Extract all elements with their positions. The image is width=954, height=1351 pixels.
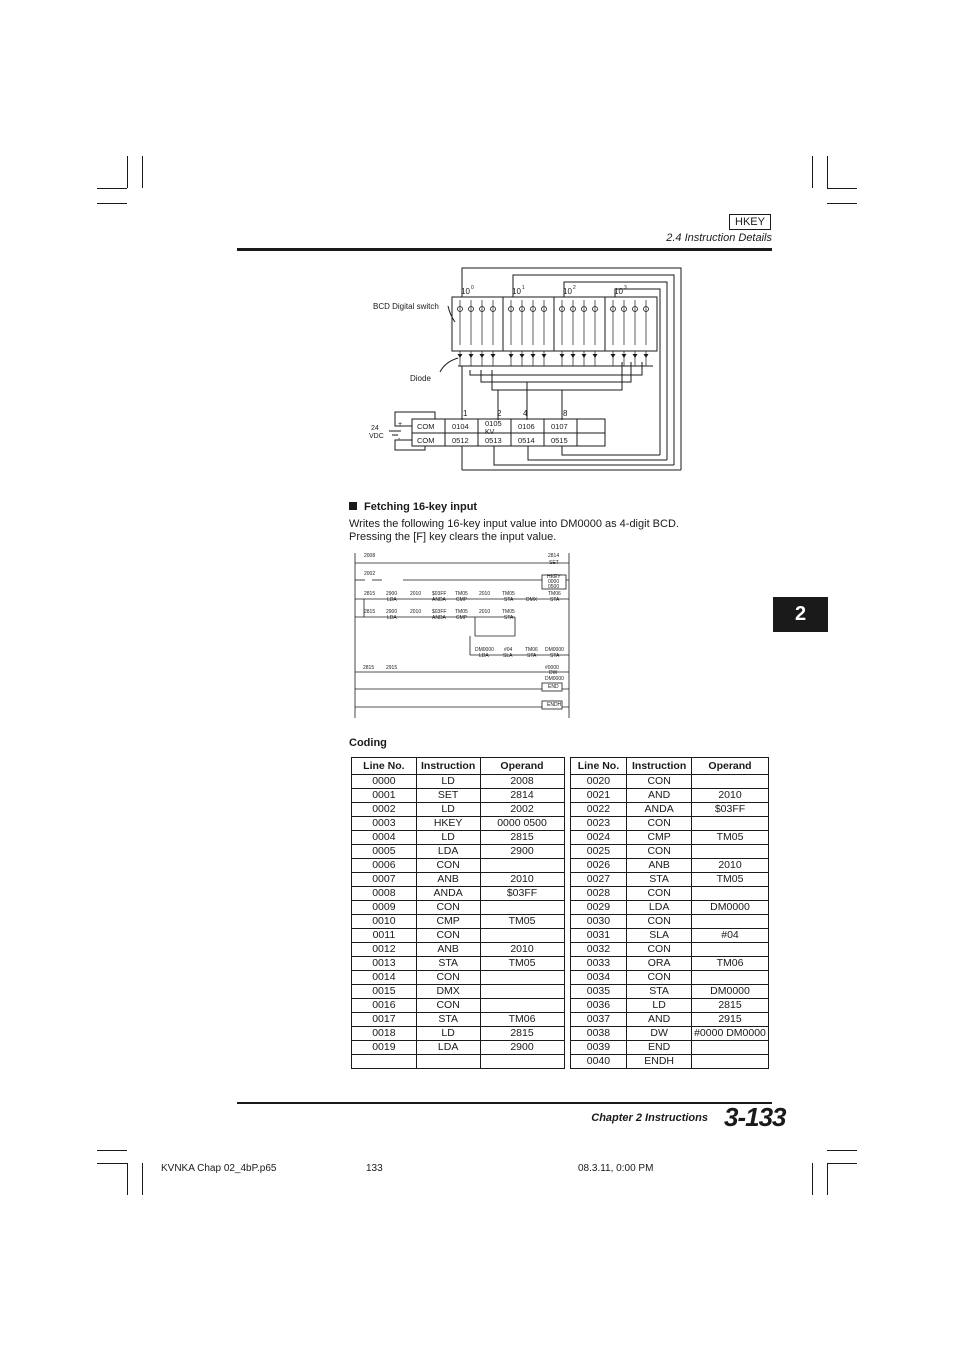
ladder-label: 2010	[410, 609, 422, 615]
table-cell: 0033	[570, 957, 627, 971]
table-cell: ANB	[627, 859, 692, 873]
table-row	[352, 789, 769, 803]
ladder-label: 2815	[363, 665, 375, 671]
table-cell: CON	[416, 929, 480, 943]
table-cell: 0003	[352, 817, 417, 831]
table-cell	[692, 971, 769, 985]
ladder-label: TM06	[525, 647, 538, 653]
page-number: 3-133	[724, 1102, 786, 1132]
table-cell: ANDA	[627, 803, 692, 817]
switch-label: BCD Digital switch	[373, 302, 439, 311]
table-cell: DM0000	[692, 985, 769, 999]
ladder-label: ENDH	[547, 702, 562, 708]
terminal: 0515	[551, 436, 568, 445]
slug-date: 08.3.11, 0:00 PM	[578, 1163, 654, 1174]
ladder-label: TM05	[502, 609, 515, 615]
digit-exp: 0	[471, 285, 474, 291]
table-row	[352, 775, 769, 789]
table-cell: 2010	[480, 943, 564, 957]
table-row	[352, 915, 769, 929]
terminal: 0513	[485, 436, 502, 445]
crop-mark	[97, 203, 127, 204]
crop-mark	[827, 203, 857, 204]
digit-label: 10	[614, 287, 623, 296]
table-cell: 0004	[352, 831, 417, 845]
kv-label: KV	[485, 429, 495, 436]
table-cell: AND	[627, 789, 692, 803]
table-cell: 0000 0500	[480, 817, 564, 831]
ladder-label: ANDA	[432, 597, 446, 603]
table-cell: DW	[627, 1027, 692, 1041]
table-cell	[692, 887, 769, 901]
table-cell: CON	[627, 887, 692, 901]
ladder-label: DM0000	[545, 647, 564, 653]
terminal: 0514	[518, 436, 535, 445]
table-cell: CON	[416, 999, 480, 1013]
table-cell: STA	[627, 873, 692, 887]
ladder-label: END	[548, 684, 559, 690]
table-cell: 0001	[352, 789, 417, 803]
table-cell	[416, 1055, 480, 1069]
table-cell: TM05	[692, 831, 769, 845]
ladder-label: DMX	[526, 597, 538, 603]
table-cell: SLA	[627, 929, 692, 943]
ladder-label: STA	[550, 653, 560, 659]
table-cell	[352, 1055, 417, 1069]
table-cell	[692, 845, 769, 859]
table-cell: 2815	[480, 831, 564, 845]
table-cell: 0023	[570, 817, 627, 831]
table-cell: 0013	[352, 957, 417, 971]
table-cell: CON	[416, 971, 480, 985]
table-cell: 0035	[570, 985, 627, 999]
crop-mark	[827, 1163, 857, 1164]
table-cell	[692, 915, 769, 929]
instruction-tag: HKEY	[729, 214, 771, 230]
table-cell: 2002	[480, 803, 564, 817]
coding-heading: Coding	[349, 737, 387, 749]
table-cell: 2900	[480, 1041, 564, 1055]
table-cell: TM06	[692, 957, 769, 971]
table-cell: 0039	[570, 1041, 627, 1055]
ladder-label: CMP	[456, 615, 468, 621]
table-cell: CON	[416, 859, 480, 873]
ladder-label: 0000	[548, 579, 560, 585]
table-cell: 0002	[352, 803, 417, 817]
table-cell: DMX	[416, 985, 480, 999]
table-cell: 0040	[570, 1055, 627, 1069]
ladder-label: DW	[549, 670, 558, 676]
description-line: Pressing the [F] key clears the input value.	[349, 531, 557, 543]
supply-label: 24	[371, 425, 379, 432]
table-row	[352, 971, 769, 985]
slug-filename: KVNKA Chap 02_4bP.p65	[161, 1163, 277, 1174]
table-cell	[692, 1055, 769, 1069]
terminal: COM	[417, 436, 435, 445]
table-row	[352, 957, 769, 971]
supply-label: VDC	[369, 433, 384, 440]
table-cell: SET	[416, 789, 480, 803]
crop-mark	[827, 188, 857, 189]
crop-mark	[142, 156, 143, 188]
column-header: Line No.	[570, 758, 627, 775]
ladder-label: STA	[527, 653, 537, 659]
ladder-label: STA	[504, 615, 514, 621]
table-cell: LD	[416, 1027, 480, 1041]
description-line: Writes the following 16-key input value into DM0000 as 4-digit BCD.	[349, 518, 679, 530]
ladder-label: TM05	[455, 609, 468, 615]
table-cell: 0006	[352, 859, 417, 873]
digit-exp: 2	[573, 285, 576, 291]
digit-exp: 3	[624, 285, 627, 291]
table-cell: CON	[416, 901, 480, 915]
slug-page: 133	[366, 1163, 383, 1174]
ladder-label: ANDA	[432, 615, 446, 621]
table-cell: 2915	[692, 1013, 769, 1027]
table-cell: LD	[416, 775, 480, 789]
table-row	[352, 929, 769, 943]
column-header: Operand	[480, 758, 564, 775]
table-cell: STA	[416, 957, 480, 971]
table-cell: ENDH	[627, 1055, 692, 1069]
ladder-label: LDA	[387, 615, 397, 621]
ladder-label: SLA	[503, 653, 513, 659]
footer-chapter: Chapter 2 Instructions	[591, 1112, 708, 1124]
ladder-label: DM0000	[545, 676, 564, 682]
table-cell	[692, 775, 769, 789]
table-row	[352, 803, 769, 817]
table-row	[352, 943, 769, 957]
table-cell: 2900	[480, 845, 564, 859]
table-row	[352, 1027, 769, 1041]
table-cell: TM05	[692, 873, 769, 887]
weight-label: 8	[563, 409, 568, 418]
table-cell: LD	[416, 831, 480, 845]
table-cell	[480, 929, 564, 943]
table-cell: 0012	[352, 943, 417, 957]
table-cell: 2008	[480, 775, 564, 789]
ladder-label: HKEY	[547, 574, 561, 580]
minus-sign: -	[398, 436, 401, 443]
table-cell: 0030	[570, 915, 627, 929]
table-cell	[692, 943, 769, 957]
table-row	[352, 999, 769, 1013]
ladder-label: STA	[504, 597, 514, 603]
crop-mark	[827, 1150, 857, 1151]
ladder-label: LDA	[387, 597, 397, 603]
ladder-label: 2915	[386, 665, 398, 671]
table-cell: CON	[627, 971, 692, 985]
column-header: Instruction	[627, 758, 692, 775]
table-cell	[480, 1055, 564, 1069]
digit-label: 10	[512, 287, 521, 296]
table-cell: TM05	[480, 915, 564, 929]
crop-mark	[827, 156, 828, 188]
table-cell: #0000 DM0000	[692, 1027, 769, 1041]
terminal: 0106	[518, 422, 535, 431]
table-cell: 2010	[692, 859, 769, 873]
table-cell: 0019	[352, 1041, 417, 1055]
table-cell: #04	[692, 929, 769, 943]
table-cell: 0011	[352, 929, 417, 943]
table-header-row	[352, 758, 769, 775]
terminal: 0105	[485, 419, 502, 428]
table-cell: 0026	[570, 859, 627, 873]
table-cell: 2815	[692, 999, 769, 1013]
wiring-diagram	[360, 262, 690, 474]
table-cell: $03FF	[480, 887, 564, 901]
section-title: 2.4 Instruction Details	[666, 232, 772, 244]
table-cell: 0028	[570, 887, 627, 901]
table-row	[352, 1055, 769, 1069]
coding-table	[351, 757, 769, 1069]
ladder-label: 2814	[548, 553, 560, 559]
table-cell	[480, 985, 564, 999]
table-cell: LD	[416, 803, 480, 817]
table-cell: 0022	[570, 803, 627, 817]
ladder-label: DM0000	[475, 647, 494, 653]
plus-sign: +	[398, 421, 403, 428]
crop-mark	[812, 156, 813, 188]
table-cell: DM0000	[692, 901, 769, 915]
table-cell: LD	[627, 999, 692, 1013]
column-header: Line No.	[352, 758, 417, 775]
ladder-label: LDA	[479, 653, 489, 659]
table-row	[352, 1041, 769, 1055]
terminal: 0104	[452, 422, 469, 431]
ladder-label: TM05	[502, 591, 515, 597]
table-cell: TM06	[480, 1013, 564, 1027]
table-cell: CON	[627, 845, 692, 859]
table-cell: 0024	[570, 831, 627, 845]
table-cell: 0018	[352, 1027, 417, 1041]
table-cell: CON	[627, 775, 692, 789]
table-cell: 0020	[570, 775, 627, 789]
ladder-label: TM06	[548, 591, 561, 597]
table-row	[352, 831, 769, 845]
table-cell: 0009	[352, 901, 417, 915]
ladder-label: 2010	[479, 591, 491, 597]
table-cell: 0038	[570, 1027, 627, 1041]
table-row	[352, 845, 769, 859]
chapter-tab: 2	[773, 597, 828, 632]
table-row	[352, 1013, 769, 1027]
weight-label: 4	[523, 409, 528, 418]
table-cell: ANB	[416, 873, 480, 887]
table-cell: 0007	[352, 873, 417, 887]
ladder-diagram	[350, 550, 580, 720]
weight-label: 2	[497, 409, 502, 418]
crop-mark	[827, 1163, 828, 1195]
table-cell	[480, 999, 564, 1013]
table-cell: 0017	[352, 1013, 417, 1027]
crop-mark	[127, 1163, 128, 1195]
ladder-label: $03FF	[432, 609, 447, 615]
table-cell: STA	[627, 985, 692, 999]
ladder-label: #04	[504, 647, 513, 653]
ladder-label: SET	[549, 560, 559, 566]
ladder-label: 2002	[364, 571, 376, 577]
table-cell: AND	[627, 1013, 692, 1027]
table-cell: 2815	[480, 1027, 564, 1041]
table-cell: ANDA	[416, 887, 480, 901]
table-cell	[692, 1041, 769, 1055]
ladder-label: 2010	[479, 609, 491, 615]
terminal: COM	[417, 422, 435, 431]
table-cell: 0010	[352, 915, 417, 929]
table-cell: CON	[627, 943, 692, 957]
ladder-label: 0500	[548, 584, 560, 590]
square-bullet-icon	[349, 502, 357, 510]
table-cell: 0015	[352, 985, 417, 999]
section-heading: Fetching 16-key input	[349, 501, 477, 513]
table-cell: CMP	[627, 831, 692, 845]
table-cell: 2010	[692, 789, 769, 803]
table-cell	[480, 859, 564, 873]
table-cell: ORA	[627, 957, 692, 971]
terminal: 0107	[551, 422, 568, 431]
column-header: Operand	[692, 758, 769, 775]
table-row	[352, 887, 769, 901]
table-cell: 0005	[352, 845, 417, 859]
table-cell: 0032	[570, 943, 627, 957]
table-cell	[692, 817, 769, 831]
table-cell: 0031	[570, 929, 627, 943]
table-cell: 0014	[352, 971, 417, 985]
ladder-label: 2815	[364, 609, 376, 615]
table-cell: 0027	[570, 873, 627, 887]
table-cell: 0000	[352, 775, 417, 789]
digit-label: 10	[461, 287, 470, 296]
table-cell	[480, 971, 564, 985]
table-cell	[480, 901, 564, 915]
digit-exp: 1	[522, 285, 525, 291]
ladder-label: TM05	[455, 591, 468, 597]
ladder-label: 2900	[386, 591, 398, 597]
ladder-label: 2900	[386, 609, 398, 615]
table-cell: STA	[416, 1013, 480, 1027]
table-cell: LDA	[416, 1041, 480, 1055]
table-row	[352, 817, 769, 831]
weight-label: 1	[463, 409, 468, 418]
crop-mark	[97, 1150, 127, 1151]
table-cell: 0016	[352, 999, 417, 1013]
table-cell: TM05	[480, 957, 564, 971]
table-cell: LDA	[416, 845, 480, 859]
table-cell: CON	[627, 817, 692, 831]
table-cell: 2010	[480, 873, 564, 887]
table-row	[352, 859, 769, 873]
table-cell: 0037	[570, 1013, 627, 1027]
table-cell: 0008	[352, 887, 417, 901]
ladder-label: STA	[550, 597, 560, 603]
crop-mark	[142, 1163, 143, 1195]
header-rule	[237, 248, 772, 251]
ladder-label: 2815	[364, 591, 376, 597]
ladder-label: 2010	[410, 591, 422, 597]
table-cell: ANB	[416, 943, 480, 957]
ladder-label: 2008	[364, 553, 376, 559]
crop-mark	[812, 1163, 813, 1195]
table-row	[352, 985, 769, 999]
table-cell: $03FF	[692, 803, 769, 817]
diode-label: Diode	[410, 374, 431, 383]
column-header: Instruction	[416, 758, 480, 775]
crop-mark	[127, 156, 128, 188]
table-cell: 2814	[480, 789, 564, 803]
crop-mark	[97, 1163, 127, 1164]
ladder-label: #0000	[545, 665, 559, 671]
crop-mark	[97, 188, 127, 189]
table-cell: CON	[627, 915, 692, 929]
ladder-label: $03FF	[432, 591, 447, 597]
ladder-label: CMP	[456, 597, 468, 603]
table-cell: CMP	[416, 915, 480, 929]
footer-rule	[237, 1102, 772, 1104]
table-cell: 0036	[570, 999, 627, 1013]
table-cell: LDA	[627, 901, 692, 915]
table-row	[352, 901, 769, 915]
table-cell: 0021	[570, 789, 627, 803]
digit-label: 10	[563, 287, 572, 296]
table-cell: 0034	[570, 971, 627, 985]
table-cell: HKEY	[416, 817, 480, 831]
table-cell: 0025	[570, 845, 627, 859]
table-cell: 0029	[570, 901, 627, 915]
table-row	[352, 873, 769, 887]
table-cell: END	[627, 1041, 692, 1055]
terminal: 0512	[452, 436, 469, 445]
